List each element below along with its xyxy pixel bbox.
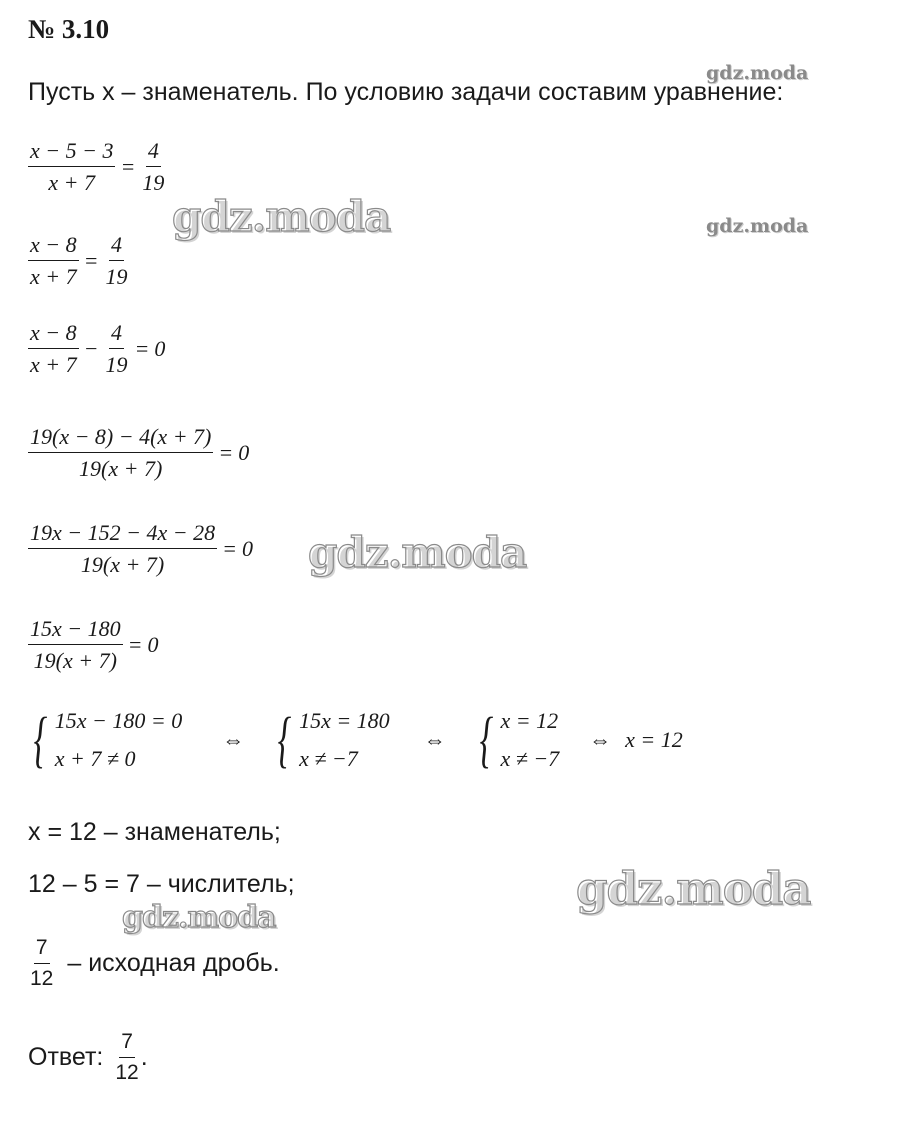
system-2-line-1: 15x = 180 bbox=[299, 708, 390, 733]
eq5-numerator: 19x − 152 − 4x − 28 bbox=[28, 520, 217, 549]
source-fraction-numerator: 7 bbox=[34, 936, 50, 964]
eq4-fraction bbox=[28, 424, 213, 482]
source-fraction-line bbox=[28, 936, 280, 991]
eq4-denominator: 19(x + 7) bbox=[79, 456, 163, 482]
answer-end: . bbox=[140, 1043, 148, 1072]
answer-denominator: 12 bbox=[115, 1061, 139, 1085]
eq3-sub-numerator: 4 bbox=[109, 320, 124, 349]
eq4-rhs: 0 bbox=[238, 439, 250, 465]
equation-2: $\frac{x - 8}{x + 7}$ = $\frac{4}{19}$ bbox=[30, 232, 128, 290]
eq2-denominator: x + 7 bbox=[30, 264, 77, 290]
eq1-denominator: x + 7 bbox=[48, 170, 96, 196]
system-1-line-1: 15x − 180 = 0 bbox=[54, 708, 183, 733]
eq3-rhs: 0 bbox=[154, 335, 166, 361]
watermark-large-2: gdz.moda bbox=[308, 528, 527, 577]
source-fraction-text: – исходная дробь. bbox=[67, 949, 280, 978]
eq2-rhs-numerator: 4 bbox=[109, 232, 124, 261]
watermark-large-1: gdz.moda bbox=[172, 192, 391, 241]
system-1 bbox=[28, 708, 182, 772]
eq3-denominator: x + 7 bbox=[30, 352, 77, 378]
source-fraction-denominator: 12 bbox=[30, 967, 54, 991]
problem-number: № 3.10 bbox=[28, 14, 110, 44]
system-2 bbox=[272, 708, 389, 772]
eq5-rhs: 0 bbox=[241, 535, 253, 561]
source-fraction bbox=[28, 936, 55, 991]
equation-1: $\frac{x - 5 - 3}{x + 7}$ = $\frac{4}{19}$ bbox=[30, 138, 165, 196]
eq3-left-fraction bbox=[28, 320, 79, 378]
watermark-small-1: gdz.moda bbox=[706, 62, 809, 84]
equation-6: $\frac{15x - 180}{19(x + 7)}$ = 0 bbox=[30, 616, 159, 674]
system-3-line-2: x ≠ −7 bbox=[500, 746, 560, 771]
system-result: x = 12 bbox=[625, 727, 683, 752]
eq3-numerator: x − 8 bbox=[28, 320, 79, 349]
system-of-equations bbox=[28, 708, 683, 772]
brace-icon: { bbox=[33, 706, 48, 774]
intro-text: Пусть x – знаменатель. По условию задачи составим уравнение: bbox=[28, 78, 784, 106]
equivalence-3: ⇔ bbox=[589, 727, 612, 752]
eq1-rhs-numerator: 4 bbox=[146, 138, 161, 167]
eq6-denominator: 19(x + 7) bbox=[33, 648, 117, 674]
watermark-large-3: gdz.moda bbox=[576, 862, 811, 915]
system-3-line-1: x = 12 bbox=[500, 708, 559, 733]
eq1-left-fraction bbox=[28, 138, 115, 196]
eq5-fraction bbox=[28, 520, 217, 578]
answer-numerator: 7 bbox=[119, 1030, 135, 1058]
answer-label: Ответ: bbox=[28, 1043, 104, 1072]
equation-4: $\frac{19(x - 8) - 4(x + 7)}{19(x + 7)}$ = 0 bbox=[30, 424, 250, 482]
eq6-fraction bbox=[28, 616, 123, 674]
denominator-line: x = 12 – знаменатель; bbox=[28, 818, 281, 846]
eq5-denominator: 19(x + 7) bbox=[80, 552, 165, 578]
equation-5: $\frac{19x - 152 - 4x - 28}{19(x + 7)}$ = 0 bbox=[30, 520, 253, 578]
eq1-numerator: x − 5 − 3 bbox=[28, 138, 115, 167]
eq1-right-fraction bbox=[140, 138, 166, 196]
eq2-left-fraction bbox=[28, 232, 79, 290]
equivalence-2: ⇔ bbox=[423, 727, 446, 752]
system-2-line-2: x ≠ −7 bbox=[299, 746, 358, 771]
eq3-sub-denominator: 19 bbox=[105, 352, 128, 378]
system-1-line-2: x + 7 ≠ 0 bbox=[54, 746, 136, 771]
eq3-sub-fraction bbox=[103, 320, 129, 378]
eq1-rhs-denominator: 19 bbox=[142, 170, 165, 196]
equation-3: $\frac{x - 8}{x + 7}$ − $\frac{4}{19}$ = 0 bbox=[30, 320, 166, 378]
eq6-numerator: 15x − 180 bbox=[28, 616, 123, 645]
numerator-line: 12 – 5 = 7 – числитель; bbox=[28, 870, 295, 898]
eq4-numerator: 19(x − 8) − 4(x + 7) bbox=[28, 424, 213, 453]
system-3 bbox=[474, 708, 559, 772]
eq2-numerator: x − 8 bbox=[28, 232, 79, 261]
watermark-medium: gdz.moda bbox=[122, 900, 276, 935]
answer-line bbox=[28, 1030, 148, 1085]
eq2-right-fraction bbox=[103, 232, 129, 290]
brace-icon: { bbox=[277, 706, 292, 774]
equivalence-1: ⇔ bbox=[222, 727, 245, 752]
answer-fraction bbox=[113, 1030, 140, 1085]
watermark-small-2: gdz.moda bbox=[706, 215, 809, 237]
brace-icon: { bbox=[479, 706, 493, 774]
eq6-rhs: 0 bbox=[147, 631, 159, 657]
eq2-rhs-denominator: 19 bbox=[105, 264, 128, 290]
